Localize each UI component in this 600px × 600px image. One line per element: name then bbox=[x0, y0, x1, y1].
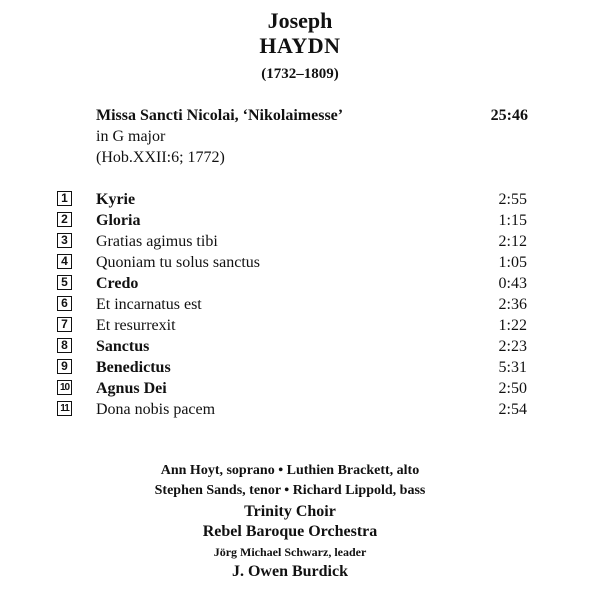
track-row bbox=[57, 357, 527, 378]
track-title: Gloria bbox=[96, 212, 141, 229]
composer-dates: (1732–1809) bbox=[261, 66, 339, 82]
track-number-box: 6 bbox=[57, 296, 72, 311]
orchestra-leader: Jörg Michael Schwarz, leader bbox=[213, 545, 367, 559]
track-row bbox=[57, 294, 527, 315]
work-title-row bbox=[96, 105, 528, 126]
track-title: Quoniam tu solus sanctus bbox=[96, 254, 260, 271]
track-duration: 2:23 bbox=[498, 338, 527, 355]
composer-last-name: HAYDN bbox=[259, 33, 341, 58]
track-duration: 2:55 bbox=[498, 191, 527, 208]
work-duration: 25:46 bbox=[490, 107, 528, 124]
track-duration: 0:43 bbox=[498, 275, 527, 292]
track-number-box: 10 bbox=[57, 380, 72, 395]
track-row bbox=[57, 315, 527, 336]
work-catalog: (Hob.XXII:6; 1772) bbox=[96, 149, 225, 166]
track-title: Benedictus bbox=[96, 359, 171, 376]
track-row bbox=[57, 336, 527, 357]
track-title: Credo bbox=[96, 275, 139, 292]
soloists-line-1: Ann Hoyt, soprano • Luthien Brackett, alto bbox=[160, 463, 420, 478]
track-duration: 2:12 bbox=[498, 233, 527, 250]
soloists-line-2: Stephen Sands, tenor • Richard Lippold, bass bbox=[154, 483, 426, 498]
track-title: Dona nobis pacem bbox=[96, 401, 216, 418]
track-row bbox=[57, 231, 527, 252]
track-title: Et resurrexit bbox=[96, 317, 176, 334]
work-key: in G major bbox=[96, 128, 166, 145]
track-number-box: 11 bbox=[57, 401, 72, 416]
track-list bbox=[57, 189, 527, 420]
track-title: Et incarnatus est bbox=[96, 296, 202, 313]
track-duration: 2:50 bbox=[498, 380, 527, 397]
track-number-box: 8 bbox=[57, 338, 72, 353]
track-number-box: 3 bbox=[57, 233, 72, 248]
track-number-box: 5 bbox=[57, 275, 72, 290]
track-duration: 1:05 bbox=[498, 254, 527, 271]
track-title: Gratias agimus tibi bbox=[96, 233, 218, 250]
track-duration: 1:22 bbox=[498, 317, 527, 334]
track-duration: 2:54 bbox=[498, 401, 527, 418]
track-title: Agnus Dei bbox=[96, 380, 167, 397]
track-number-box: 4 bbox=[57, 254, 72, 269]
track-duration: 5:31 bbox=[498, 359, 527, 376]
track-title: Sanctus bbox=[96, 338, 150, 355]
orchestra-name: Rebel Baroque Orchestra bbox=[202, 523, 378, 540]
track-row bbox=[57, 189, 527, 210]
track-row bbox=[57, 273, 527, 294]
track-number-box: 7 bbox=[57, 317, 72, 332]
track-number-box: 1 bbox=[57, 191, 72, 206]
work-info bbox=[96, 105, 528, 168]
work-title: Missa Sancti Nicolai, ‘Nikolaimesse’ bbox=[96, 107, 344, 124]
track-duration: 1:15 bbox=[498, 212, 527, 229]
track-duration: 2:36 bbox=[498, 296, 527, 313]
track-row bbox=[57, 210, 527, 231]
track-number-box: 2 bbox=[57, 212, 72, 227]
track-row bbox=[57, 399, 527, 420]
track-number-box: 9 bbox=[57, 359, 72, 374]
conductor-name: J. Owen Burdick bbox=[231, 563, 348, 580]
track-row bbox=[57, 378, 527, 399]
track-row bbox=[57, 252, 527, 273]
choir-name: Trinity Choir bbox=[244, 503, 336, 520]
track-title: Kyrie bbox=[96, 191, 136, 208]
composer-first-name: Joseph bbox=[267, 8, 333, 33]
